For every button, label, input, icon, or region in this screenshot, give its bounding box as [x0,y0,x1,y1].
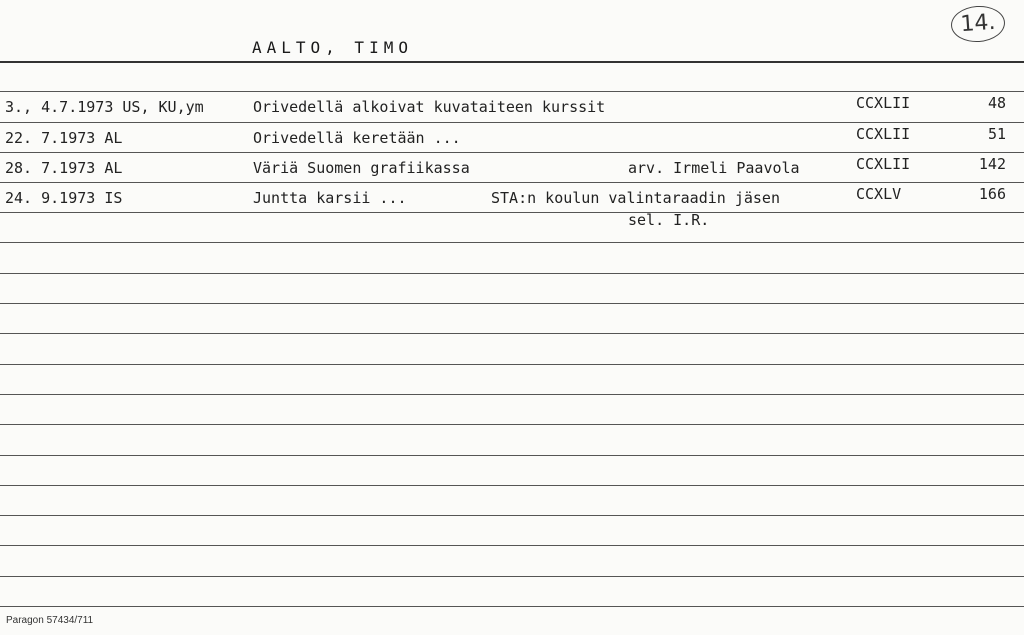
rule-line [0,545,1024,546]
entry-page: 51 [987,125,1006,143]
entry-volume: CCXLV [856,185,902,203]
rule-line [0,364,1024,365]
rule-line [0,333,1024,334]
entry-row [0,183,1024,229]
entry-date: 28. 7.1973 AL [5,159,123,177]
entry-note: STA:n koulun valintaraadin jäsen [491,189,780,207]
entry-row [0,92,1024,124]
entry-row [0,123,1024,155]
entry-row [0,153,1024,185]
rule-line [0,394,1024,395]
rule-line [0,515,1024,516]
rule-line [0,576,1024,577]
rule-line [0,485,1024,486]
entry-title: Juntta karsii ... [253,189,407,207]
entry-date: 24. 9.1973 IS [5,189,123,207]
entry-volume: CCXLII [856,155,911,173]
rule-line [0,455,1024,456]
rule-line [0,242,1024,243]
rule-line [0,273,1024,274]
rule-line [0,606,1024,607]
entry-page: 166 [978,185,1006,203]
entry-date: 3., 4.7.1973 US, KU,ym [5,98,204,116]
entry-page: 48 [987,94,1006,112]
rule-line [0,303,1024,304]
entry-note-line2: sel. I.R. [628,211,710,229]
entry-page: 142 [978,155,1006,173]
card-heading: AALTO, TIMO [252,38,413,57]
entry-volume: CCXLII [856,125,911,143]
rule-line [0,424,1024,425]
entry-date: 22. 7.1973 AL [5,129,123,147]
entry-volume: CCXLII [856,94,911,112]
entry-note: arv. Irmeli Paavola [628,159,800,177]
card-number: 14. [950,4,1006,44]
entry-title: Väriä Suomen grafiikassa [253,159,470,177]
printer-mark: Paragon 57434/711 [6,615,94,626]
entry-title: Orivedellä alkoivat kuvataiteen kurssit [253,98,606,116]
rule-line [0,61,1024,63]
entry-title: Orivedellä keretään ... [253,129,461,147]
